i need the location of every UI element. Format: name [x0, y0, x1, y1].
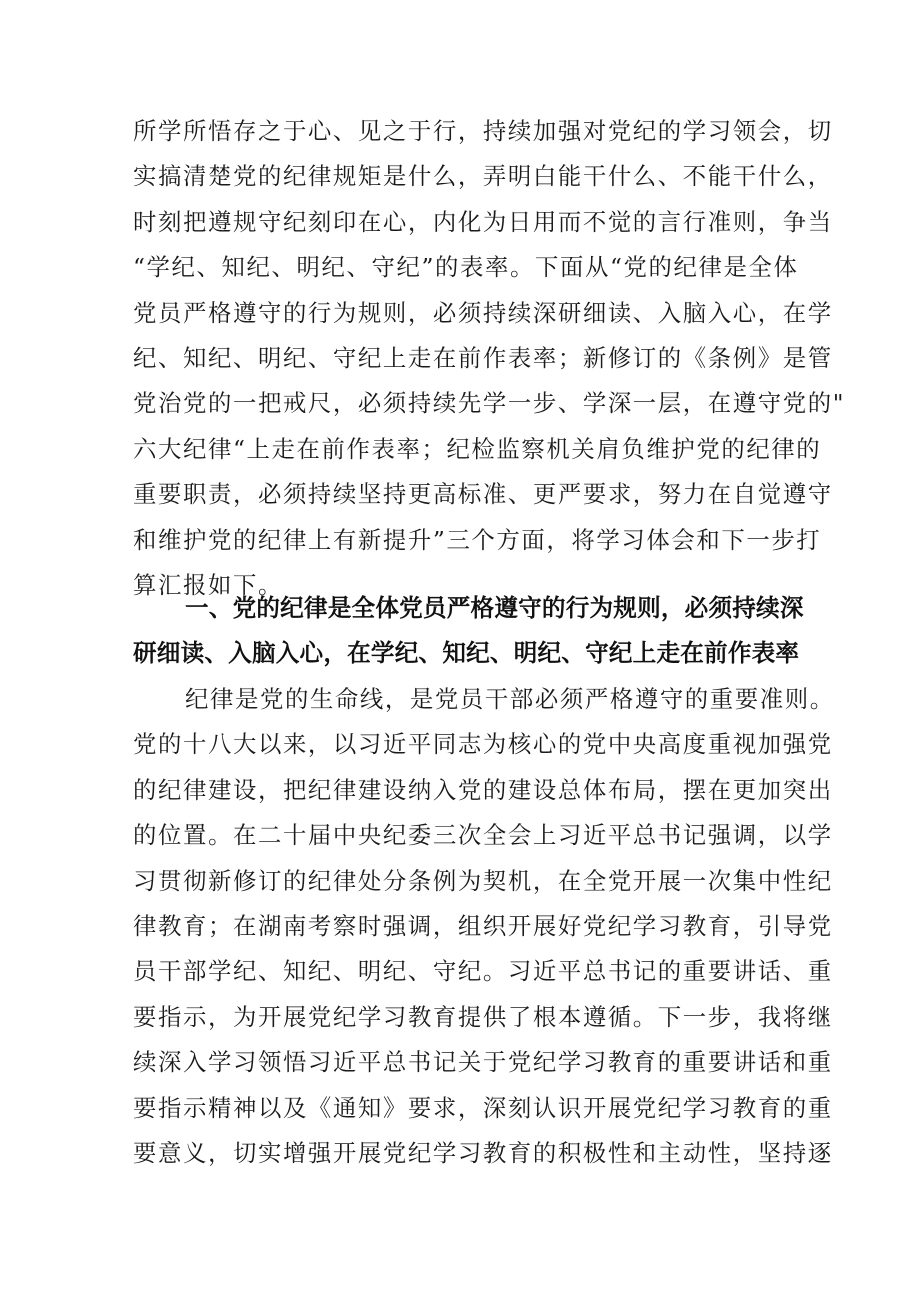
- heading-line: 研细读、入脑入心，在学纪、知纪、明纪、守纪上走在前作表率: [133, 639, 800, 668]
- paragraph-line: 要指示，为开展党纪学习教育提供了根本遵循。下一步，我将继: [133, 1002, 833, 1031]
- paragraph-line: 六大纪律“上走在前作表率；纪检监察机关肩负维护党的纪律的: [133, 434, 822, 463]
- paragraph-line: 续深入学习领悟习近平总书记关于党纪学习教育的重要讲话和重: [133, 1048, 833, 1077]
- paragraph-line: 党的十八大以来，以习近平同志为核心的党中央高度重视加强党: [133, 730, 833, 759]
- section-heading-1: [133, 586, 813, 677]
- paragraph-line: 的位置。在二十届中央纪委三次全会上习近平总书记强调，以学: [133, 821, 833, 850]
- paragraph-line: 的纪律建设，把纪律建设纳入党的建设总体布局，摆在更加突出: [133, 775, 833, 804]
- paragraph-line: 纪律是党的生命线，是党员干部必须严格遵守的重要准则。: [185, 685, 835, 713]
- paragraph-line: 员干部学纪、知纪、明纪、守纪。习近平总书记的重要讲话、重: [133, 957, 833, 986]
- heading-line: 一、党的纪律是全体党员严格遵守的行为规则，必须持续深: [185, 594, 804, 622]
- paragraph-line: 算汇报如下。: [133, 571, 283, 600]
- paragraph-line: 纪、知纪、明纪、守纪上走在前作表率；新修订的《条例》是管: [133, 344, 833, 373]
- paragraph-line: 习贯彻新修订的纪律处分条例为契机，在全党开展一次集中性纪: [133, 866, 833, 895]
- body-paragraph-2: [133, 677, 835, 1176]
- paragraph-line: 党治党的一把戒尺，必须持续先学一步、学深一层，在遵守党的": [133, 389, 846, 418]
- paragraph-line: 时刻把遵规守纪刻印在心，内化为日用而不觉的言行准则，争当: [133, 207, 833, 236]
- paragraph-line: 要意义，切实增强开展党纪学习教育的积极性和主动性，坚持逐: [133, 1139, 833, 1168]
- paragraph-line: 要指示精神以及《通知》要求，深刻认识开展党纪学习教育的重: [133, 1093, 833, 1122]
- paragraph-line: 律教育；在湖南考察时强调，组织开展好党纪学习教育，引导党: [133, 912, 833, 941]
- paragraph-line: “学纪、知纪、明纪、守纪”的表率。下面从“党的纪律是全体: [133, 253, 799, 282]
- paragraph-line: 所学所悟存之于心、见之于行，持续加强对党纪的学习领会，切: [133, 117, 833, 145]
- paragraph-line: 重要职责，必须持续坚持更高标准、更严要求，努力在自觉遵守: [133, 480, 833, 509]
- paragraph-line: 实搞清楚党的纪律规矩是什么，弄明白能干什么、不能干什么，: [133, 162, 833, 191]
- paragraph-line: 党员严格遵守的行为规则，必须持续深研细读、入脑入心，在学: [133, 298, 833, 327]
- paragraph-line: 和维护党的纪律上有新提升”三个方面，将学习体会和下一步打: [133, 525, 822, 554]
